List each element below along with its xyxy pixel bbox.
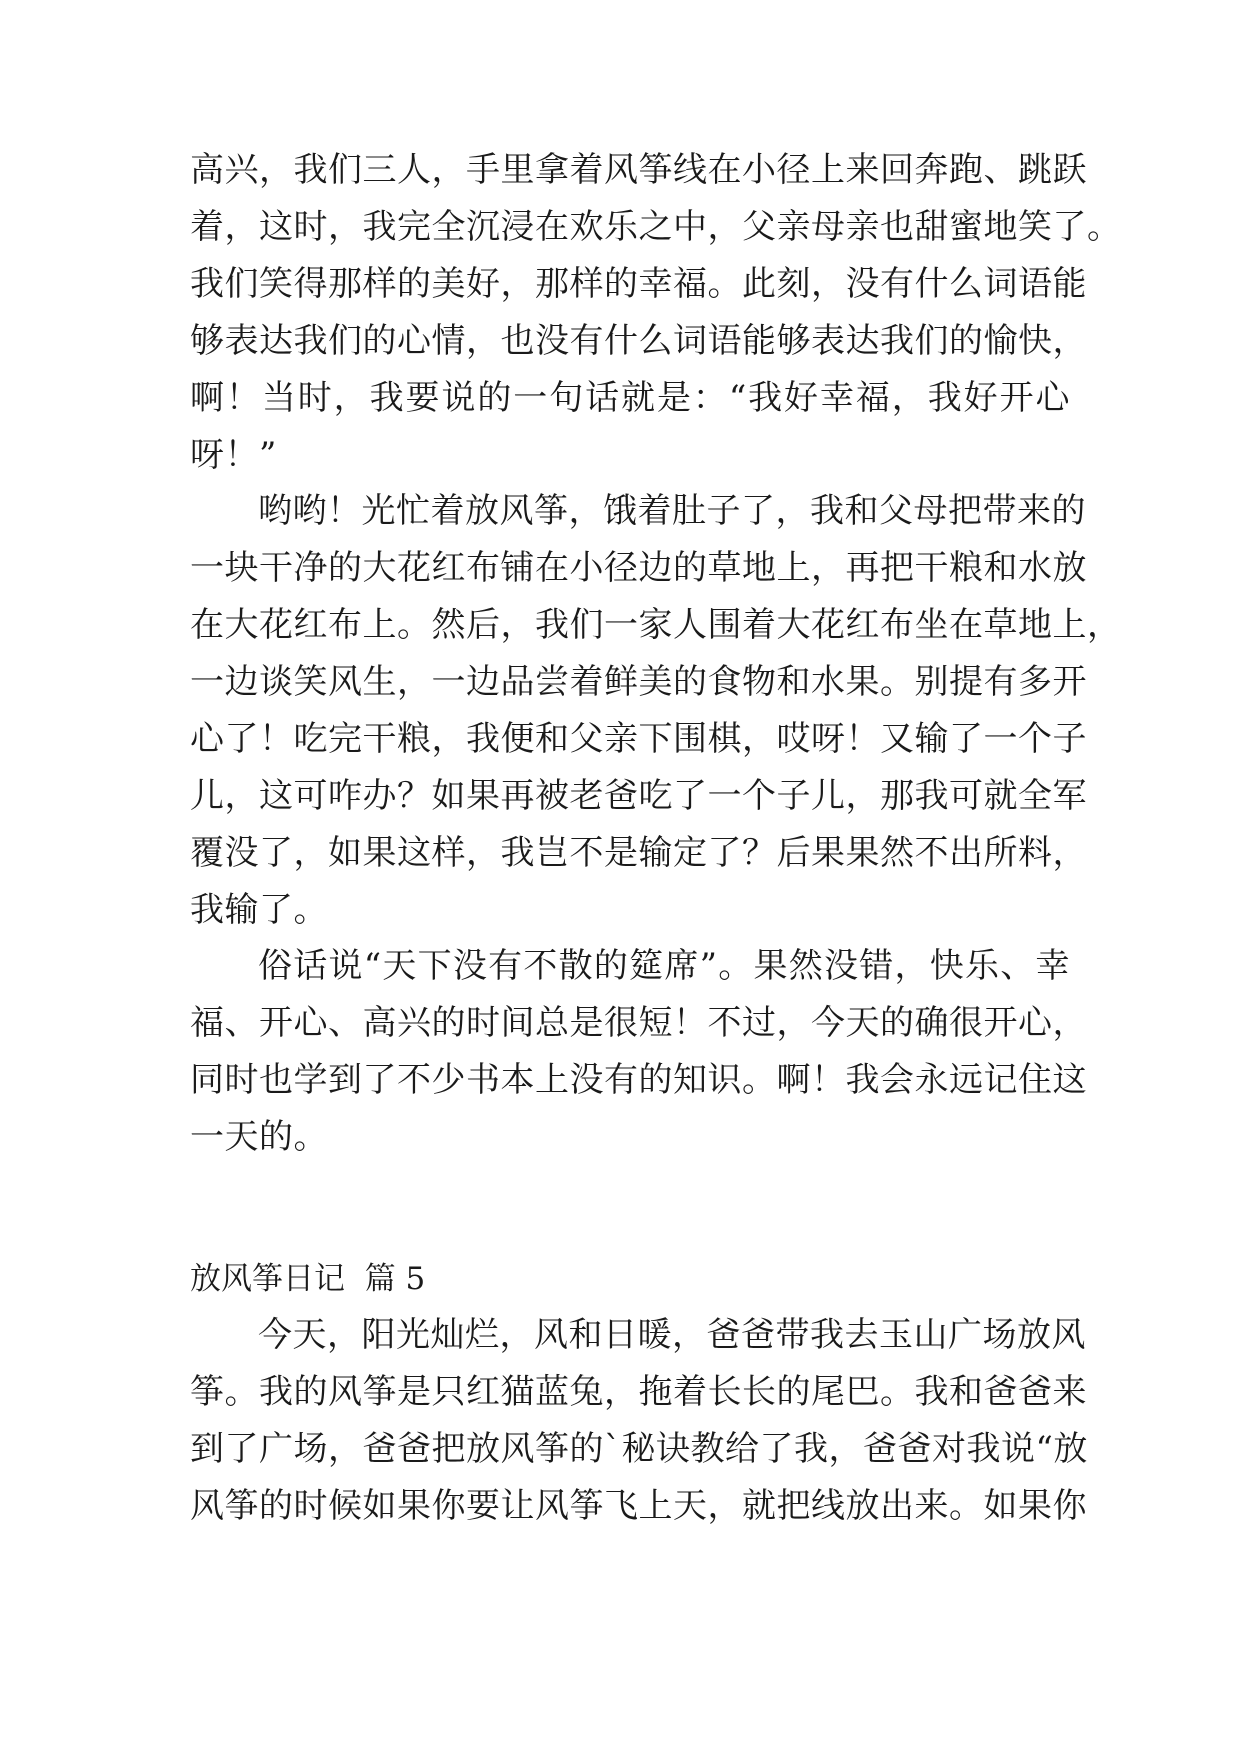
paragraph-line: 哟哟！光忙着放风筝，饿着肚子了，我和父母把带来的 — [258, 491, 1086, 531]
paragraph-line: 同时也学到了不少书本上没有的知识。啊！我会永远记住这 — [190, 1060, 1087, 1100]
paragraph-line: 俗话说“天下没有不散的筵席”。果然没错，快乐、幸 — [258, 946, 1070, 986]
paragraph-line: 呀！” — [190, 435, 277, 475]
paragraph-line: 高兴，我们三人，手里拿着风筝线在小径上来回奔跑、跳跃 — [190, 150, 1087, 190]
paragraph-line: 着，这时，我完全沉浸在欢乐之中，父亲母亲也甜蜜地笑了。 — [190, 207, 1122, 247]
section-heading: 放风筝日记 篇 5 — [190, 1261, 426, 1297]
paragraph-line: 福、开心、高兴的时间总是很短！不过，今天的确很开心， — [190, 1003, 1087, 1043]
paragraph-line: 风筝的时候如果你要让风筝飞上天，就把线放出来。如果你 — [190, 1486, 1087, 1526]
paragraph-line: 心了！吃完干粮，我便和父亲下围棋，哎呀！又输了一个子 — [190, 719, 1087, 759]
paragraph-line: 一天的。 — [190, 1117, 328, 1157]
paragraph-line: 啊！当时，我要说的一句话就是：“我好幸福，我好开心 — [190, 378, 1070, 418]
paragraph-line: 一块干净的大花红布铺在小径边的草地上，再把干粮和水放 — [190, 548, 1087, 588]
paragraph-line: 在大花红布上。然后，我们一家人围着大花红布坐在草地上， — [190, 605, 1122, 645]
paragraph-line: 筝。我的风筝是只红猫蓝兔，拖着长长的尾巴。我和爸爸来 — [190, 1372, 1087, 1412]
paragraph-line: 今天，阳光灿烂，风和日暖，爸爸带我去玉山广场放风 — [258, 1315, 1086, 1355]
paragraph-line: 我输了。 — [190, 890, 328, 930]
paragraph-line: 覆没了，如果这样，我岂不是输定了？后果果然不出所料， — [190, 833, 1087, 873]
paragraph-line: 一边谈笑风生，一边品尝着鲜美的食物和水果。别提有多开 — [190, 662, 1087, 702]
paragraph-line: 我们笑得那样的美好，那样的幸福。此刻，没有什么词语能 — [190, 264, 1087, 304]
paragraph-line: 儿，这可咋办？如果再被老爸吃了一个子儿，那我可就全军 — [190, 776, 1087, 816]
paragraph-line: 到了广场，爸爸把放风筝的`秘诀教给了我，爸爸对我说“放 — [190, 1429, 1088, 1469]
paragraph-line: 够表达我们的心情，也没有什么词语能够表达我们的愉快， — [190, 321, 1087, 361]
